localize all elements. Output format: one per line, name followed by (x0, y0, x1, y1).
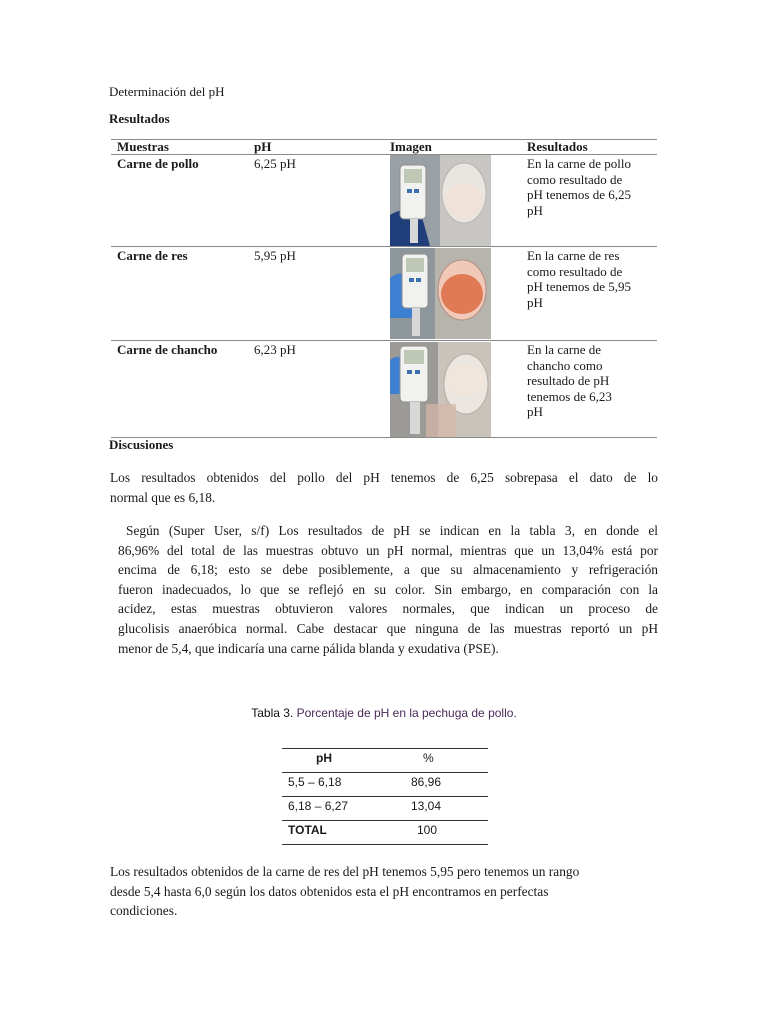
column-header-results: Resultados (527, 139, 588, 154)
table-cell: 86,96 (411, 775, 442, 789)
result-description: En la carne de pollo como resultado de pH tenemos de 6,25 pH (527, 156, 631, 218)
table-cell: 5,5 – 6,18 (288, 775, 342, 789)
result-description: En la carne de res como resultado de pH tenemos de 5,95 pH (527, 248, 631, 310)
beaker-liquid (441, 274, 483, 314)
ph-value: 6,23 pH (254, 342, 296, 357)
table-row (111, 340, 657, 437)
ph-value: 5,95 pH (254, 248, 296, 263)
table-caption-text: Porcentaje de pH en la pechuga de pollo. (296, 706, 517, 720)
sample-name: Carne de res (117, 248, 188, 263)
discussion-heading: Discusiones (109, 437, 174, 452)
column-header-samples: Muestras (117, 139, 169, 154)
document-title: Determinación del pH (109, 84, 225, 99)
table-cell-total-label: TOTAL (288, 823, 327, 837)
ph-value: 6,25 pH (254, 156, 296, 171)
sample-name: Carne de chancho (117, 342, 218, 357)
column-header-image: Imagen (390, 139, 432, 154)
discussion-paragraph: Los resultados obtenidos de la carne de res del pH tenemos 5,95 pero tenemos un rango desde 5,4 hasta 6,0 según los datos obtenidos esta el pH encontramos en perfectas condiciones. (110, 864, 580, 919)
beaker-liquid (447, 364, 485, 396)
table-row (111, 154, 657, 246)
ph-meter-photo (390, 342, 491, 437)
beaker-liquid (445, 183, 483, 219)
result-description: En la carne de chancho como resultado de pH tenemos de 6,23 pH (527, 342, 612, 419)
table-cell: 6,18 – 6,27 (288, 799, 349, 813)
column-header-ph: pH (254, 139, 272, 154)
table-row (111, 246, 657, 340)
discussion-paragraph: Los resultados obtenidos del pollo del pH tenemos de 6,25 sobrepasa el dato de lo normal que es 6,18. (110, 470, 658, 505)
column-header-ph: pH (316, 751, 332, 765)
table-caption (0, 706, 768, 720)
discussion-paragraph: Según (Super User, s/f) Los resultados de pH se indican en la tabla 3, en donde el 86,96% del total de las muestras obtuvo un pH normal, mientras que un 13,04% está por encima de 6,18; esto se debe posiblemente, a que su almacenamiento y refrigeración fueron inadecuados, lo que se reflejó en su color. Sin embargo, en comparación con la acidez, estas muestras obtuvieron valores normales, que indican un proceso de glucolisis anaeróbica normal. Cabe destacar que ninguna de las muestras reportó un pH menor de 5,4, que indicaría una carne pálida blanda y exudativa (PSE). (118, 523, 658, 656)
ph-meter-photo (390, 155, 491, 246)
sample-name: Carne de pollo (117, 156, 199, 171)
results-heading: Resultados (109, 111, 170, 126)
ph-meter-photo (390, 248, 491, 339)
table-cell-total-value: 100 (417, 823, 438, 837)
table-caption-label: Tabla 3. (251, 706, 294, 720)
table-cell: 13,04 (411, 799, 442, 813)
column-header-percent: % (423, 751, 434, 765)
